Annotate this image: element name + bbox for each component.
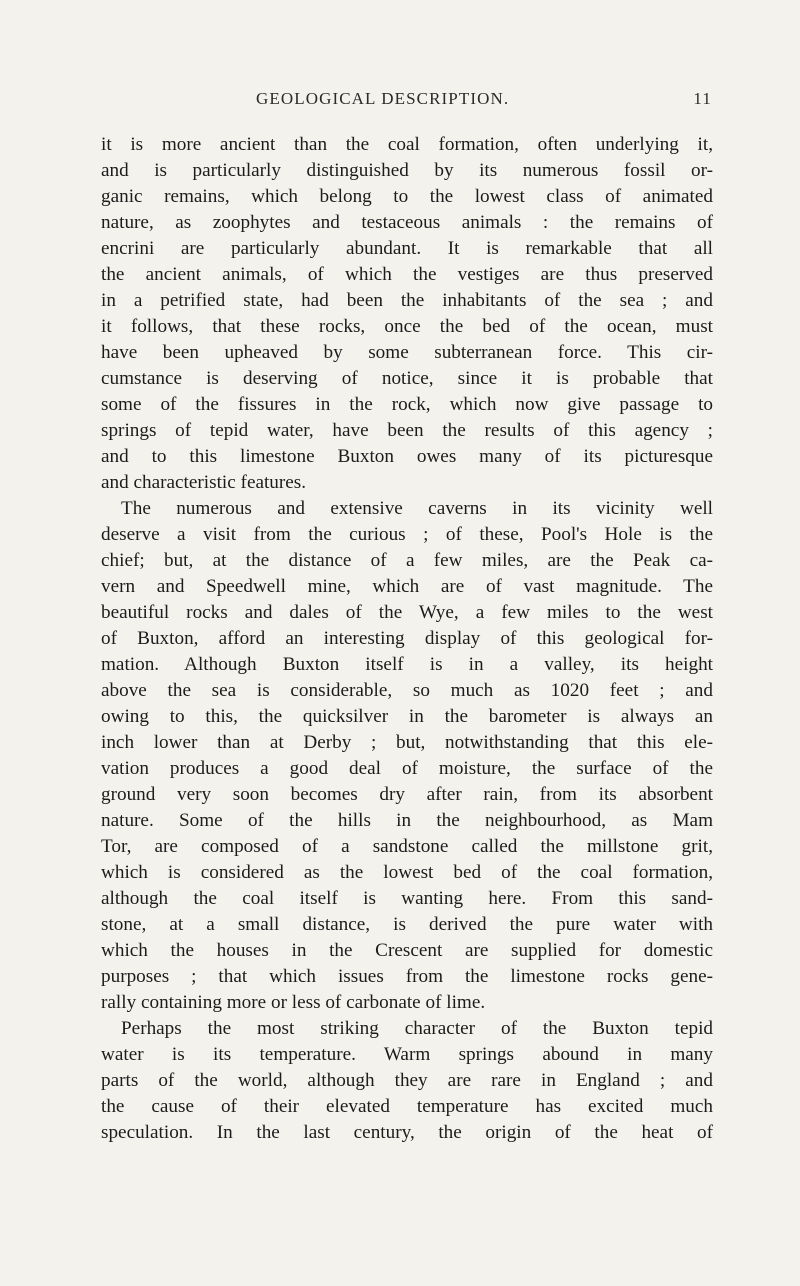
text-line: springs of tepid water, have been the results of this agency ; (101, 420, 713, 441)
text-line: nature. Some of the hills in the neighbourhood, as Mam (101, 810, 713, 831)
paragraph-end-line: rally containing more or less of carbonate of lime. (101, 992, 486, 1013)
text-line: ganic remains, which belong to the lowest class of animated (101, 186, 713, 207)
text-line: vern and Speedwell mine, which are of vast magnitude. The (101, 576, 713, 597)
text-line: deserve a visit from the curious ; of these, Pool's Hole is the (101, 524, 713, 545)
text-line: purposes ; that which issues from the limestone rocks gene- (101, 966, 713, 987)
text-line: some of the fissures in the rock, which now give passage to (101, 394, 713, 415)
text-line: nature, as zoophytes and testaceous animals : the remains of (101, 212, 713, 233)
text-line: water is its temperature. Warm springs abound in many (101, 1044, 713, 1065)
text-line: in a petrified state, had been the inhabitants of the sea ; and (101, 290, 713, 311)
running-title: GEOLOGICAL DESCRIPTION. (256, 89, 510, 108)
paragraph-start-line: The numerous and extensive caverns in its vicinity well (121, 498, 713, 519)
text-line: it follows, that these rocks, once the bed of the ocean, must (101, 316, 713, 337)
text-line: cumstance is deserving of notice, since it is probable that (101, 368, 713, 389)
text-line: speculation. In the last century, the origin of the heat of (101, 1122, 713, 1143)
text-line: and is particularly distinguished by its numerous fossil or- (101, 160, 713, 181)
text-line: encrini are particularly abundant. It is remarkable that all (101, 238, 713, 259)
text-line: above the sea is considerable, so much as 1020 feet ; and (101, 680, 713, 701)
text-line: which is considered as the lowest bed of the coal formation, (101, 862, 713, 883)
page-header (256, 89, 712, 113)
paragraph-start-line: Perhaps the most striking character of the Buxton tepid (121, 1018, 713, 1039)
text-line: and to this limestone Buxton owes many of its picturesque (101, 446, 713, 467)
text-line: mation. Although Buxton itself is in a valley, its height (101, 654, 713, 675)
body-text (101, 132, 713, 1146)
text-line: stone, at a small distance, is derived the pure water with (101, 914, 713, 935)
text-line: beautiful rocks and dales of the Wye, a few miles to the west (101, 602, 713, 623)
page-number: 11 (693, 89, 712, 108)
text-line: have been upheaved by some subterranean force. This cir- (101, 342, 713, 363)
text-line: vation produces a good deal of moisture, the surface of the (101, 758, 713, 779)
text-line: of Buxton, afford an interesting display of this geological for- (101, 628, 713, 649)
paragraph-end-line: and characteristic features. (101, 472, 307, 493)
text-line: ground very soon becomes dry after rain, from its absorbent (101, 784, 713, 805)
text-line: although the coal itself is wanting here. From this sand- (101, 888, 713, 909)
text-line: parts of the world, although they are rare in England ; and (101, 1070, 713, 1091)
text-line: which the houses in the Crescent are supplied for domestic (101, 940, 713, 961)
text-line: Tor, are composed of a sandstone called the millstone grit, (101, 836, 713, 857)
text-line: it is more ancient than the coal formation, often underlying it, (101, 134, 713, 155)
text-line: the cause of their elevated temperature has excited much (101, 1096, 713, 1117)
text-line: owing to this, the quicksilver in the barometer is always an (101, 706, 713, 727)
text-line: chief; but, at the distance of a few miles, are the Peak ca- (101, 550, 713, 571)
text-line: the ancient animals, of which the vestiges are thus preserved (101, 264, 713, 285)
text-line: inch lower than at Derby ; but, notwithstanding that this ele- (101, 732, 713, 753)
